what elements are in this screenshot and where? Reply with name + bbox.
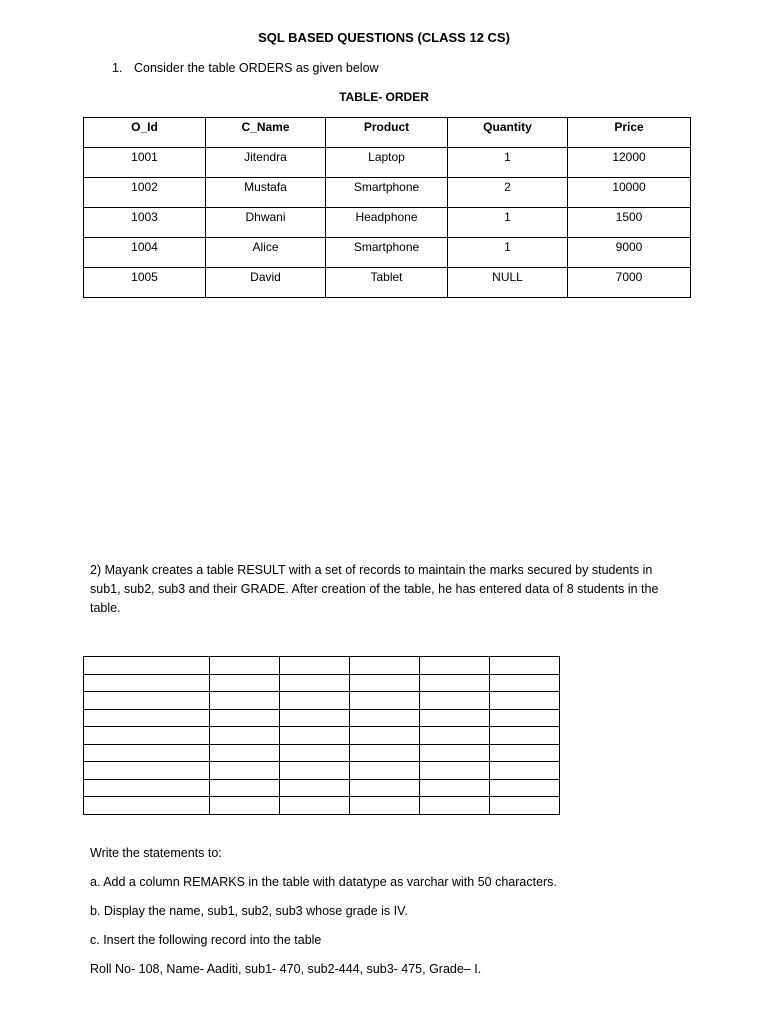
- result-table-cell: [420, 727, 490, 745]
- result-table-blank: [83, 656, 560, 815]
- result-table-cell: [210, 779, 280, 797]
- result-table-cell: [490, 674, 560, 692]
- result-table-cell: [210, 744, 280, 762]
- orders-table-cell: 1005: [84, 268, 206, 298]
- result-table-cell: [84, 692, 210, 710]
- orders-table-cell: 1004: [84, 238, 206, 268]
- orders-column-header: Price: [568, 118, 691, 148]
- orders-table-cell: Smartphone: [326, 238, 448, 268]
- result-table-cell: [210, 709, 280, 727]
- result-table-cell: [210, 797, 280, 815]
- orders-header-row: [84, 118, 691, 148]
- orders-table-row: [84, 178, 691, 208]
- result-table-cell: [420, 762, 490, 780]
- result-table-cell: [210, 727, 280, 745]
- result-table-cell: [420, 744, 490, 762]
- orders-column-header: C_Name: [206, 118, 326, 148]
- result-table-cell: [350, 744, 420, 762]
- result-table-row: [84, 744, 560, 762]
- result-table-cell: [420, 674, 490, 692]
- orders-column-header: Quantity: [448, 118, 568, 148]
- orders-table-cell: 1003: [84, 208, 206, 238]
- orders-table-cell: 1: [448, 238, 568, 268]
- result-table-cell: [210, 692, 280, 710]
- orders-table-cell: Laptop: [326, 148, 448, 178]
- question-2-text: 2) Mayank creates a table RESULT with a set of records to maintain the marks secured by students in sub1, sub2, sub3 and their GRADE. After creation of the table, he has entered data of 8 students in the table.: [90, 563, 659, 615]
- result-table-cell: [490, 657, 560, 675]
- instruction-c: c. Insert the following record into the table: [90, 933, 322, 947]
- result-table-row: [84, 797, 560, 815]
- result-table-cell: [84, 709, 210, 727]
- result-table-cell: [490, 692, 560, 710]
- document-title: SQL BASED QUESTIONS (CLASS 12 CS): [258, 30, 510, 45]
- result-table-cell: [280, 797, 350, 815]
- result-table-cell: [350, 727, 420, 745]
- result-table-row: [84, 657, 560, 675]
- orders-table-cell: 7000: [568, 268, 691, 298]
- orders-table-cell: Tablet: [326, 268, 448, 298]
- orders-table-cell: David: [206, 268, 326, 298]
- result-table-cell: [84, 674, 210, 692]
- result-table-row: [84, 762, 560, 780]
- result-table-row: [84, 779, 560, 797]
- orders-table-cell: 2: [448, 178, 568, 208]
- orders-table-row: [84, 238, 691, 268]
- result-table-cell: [350, 779, 420, 797]
- orders-table-cell: 1002: [84, 178, 206, 208]
- orders-table-cell: Smartphone: [326, 178, 448, 208]
- orders-table: [83, 117, 691, 298]
- instruction-b: b. Display the name, sub1, sub2, sub3 whose grade is IV.: [90, 904, 408, 918]
- orders-column-header: Product: [326, 118, 448, 148]
- result-table-cell: [210, 657, 280, 675]
- result-table-cell: [84, 797, 210, 815]
- result-table-cell: [280, 779, 350, 797]
- result-table-cell: [490, 727, 560, 745]
- result-table-cell: [280, 762, 350, 780]
- result-table-cell: [350, 762, 420, 780]
- result-table-cell: [280, 727, 350, 745]
- result-table-row: [84, 692, 560, 710]
- result-table-cell: [280, 692, 350, 710]
- orders-table-row: [84, 208, 691, 238]
- result-table-cell: [280, 709, 350, 727]
- orders-table-cell: Dhwani: [206, 208, 326, 238]
- instruction-a: a. Add a column REMARKS in the table with datatype as varchar with 50 characters.: [90, 875, 557, 889]
- result-table-cell: [350, 692, 420, 710]
- result-table-cell: [84, 657, 210, 675]
- result-table-row: [84, 709, 560, 727]
- orders-table-cell: 1001: [84, 148, 206, 178]
- question-1: [112, 61, 379, 75]
- result-table-cell: [350, 797, 420, 815]
- orders-table-cell: Mustafa: [206, 178, 326, 208]
- orders-table-cell: 1: [448, 208, 568, 238]
- question-1-number: 1.: [112, 61, 123, 75]
- result-table-cell: [280, 657, 350, 675]
- result-table-cell: [280, 744, 350, 762]
- result-table-row: [84, 674, 560, 692]
- result-table-cell: [490, 762, 560, 780]
- orders-table-cell: 12000: [568, 148, 691, 178]
- result-table-cell: [280, 674, 350, 692]
- orders-table-cell: 1: [448, 148, 568, 178]
- question-1-text: Consider the table ORDERS as given below: [134, 61, 379, 75]
- result-table-cell: [350, 657, 420, 675]
- orders-table-cell: Jitendra: [206, 148, 326, 178]
- orders-table-cell: Alice: [206, 238, 326, 268]
- result-table-cell: [420, 779, 490, 797]
- orders-column-header: O_Id: [84, 118, 206, 148]
- result-table-row: [84, 727, 560, 745]
- orders-table-body: [84, 148, 691, 298]
- result-table-cell: [490, 744, 560, 762]
- instructions-intro: Write the statements to:: [90, 846, 222, 860]
- record-to-insert: Roll No- 108, Name- Aaditi, sub1- 470, sub2-444, sub3- 475, Grade– I.: [90, 962, 482, 976]
- result-table-cell: [84, 779, 210, 797]
- orders-table-cell: 1500: [568, 208, 691, 238]
- orders-table-cell: NULL: [448, 268, 568, 298]
- result-table-cell: [84, 762, 210, 780]
- result-table-cell: [420, 709, 490, 727]
- orders-table-cell: Headphone: [326, 208, 448, 238]
- orders-table-row: [84, 148, 691, 178]
- result-table-cell: [84, 744, 210, 762]
- result-table-cell: [350, 674, 420, 692]
- result-table-cell: [84, 727, 210, 745]
- result-table-cell: [420, 797, 490, 815]
- result-table-cell: [420, 657, 490, 675]
- result-table-cell: [350, 709, 420, 727]
- result-table-cell: [490, 709, 560, 727]
- orders-table-cell: 9000: [568, 238, 691, 268]
- result-table-cell: [210, 674, 280, 692]
- result-table-cell: [210, 762, 280, 780]
- orders-table-row: [84, 268, 691, 298]
- orders-table-cell: 10000: [568, 178, 691, 208]
- result-table-cell: [490, 779, 560, 797]
- result-table-cell: [490, 797, 560, 815]
- orders-table-caption: TABLE- ORDER: [339, 90, 429, 104]
- result-table-cell: [420, 692, 490, 710]
